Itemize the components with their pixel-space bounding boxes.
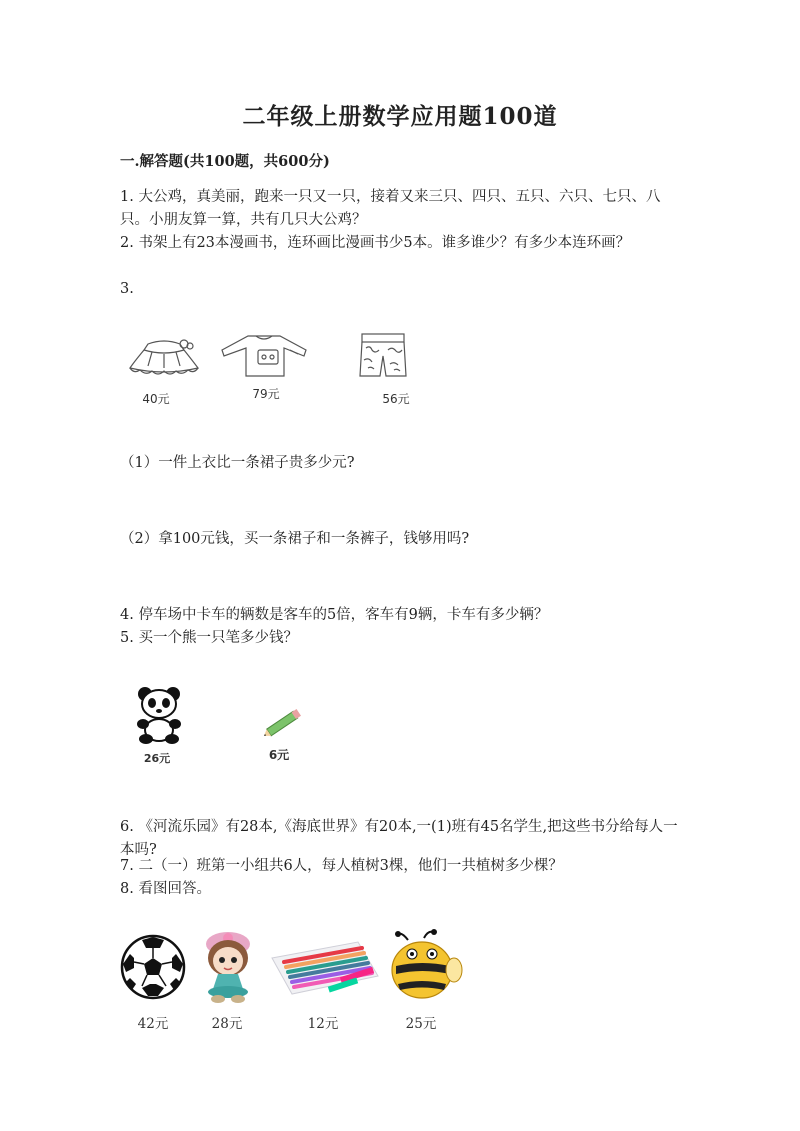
- shirt-price: 79元: [252, 387, 280, 401]
- soccer-ball-icon: [120, 934, 186, 1000]
- question-5: 5. 买一个熊一只笔多少钱？: [120, 630, 298, 646]
- question-1: 1. 大公鸡，真美丽，跑来一只又一只，接着又来三只、四只、五只、六只、七只、八只。小朋友算一算，共有几只大公鸡？: [120, 189, 661, 228]
- crayons-price: 12元: [307, 1016, 339, 1032]
- shorts-price: 56元: [382, 392, 410, 406]
- shorts-icon: [356, 330, 410, 380]
- question-4: 4. 停车场中卡车的辆数是客车的5倍，客车有9辆，卡车有多少辆？: [120, 607, 549, 623]
- shirt-icon: [218, 330, 310, 380]
- bee-backpack-icon: [384, 930, 464, 1002]
- page-title: 二年级上册数学应用题100道: [242, 103, 558, 130]
- question-8: 8. 看图回答。: [120, 881, 211, 897]
- pencil-icon: [260, 708, 306, 738]
- soccer-ball-price: 42元: [137, 1016, 169, 1032]
- pencil-price: 6元: [268, 748, 290, 762]
- question-6: 6. 《河流乐园》有28本,《海底世界》有20本,一(1)班有45名学生,把这些书分给每人一本吗?: [120, 819, 678, 858]
- question-3: 3.: [120, 281, 134, 297]
- bee-backpack-price: 25元: [405, 1016, 437, 1032]
- question-3-part-2: （2）拿100元钱，买一条裙子和一条裤子，钱够用吗?: [120, 531, 470, 547]
- question-3-part-1: （1）一件上衣比一条裙子贵多少元?: [120, 455, 355, 471]
- panda-icon: [136, 686, 182, 744]
- question-2: 2. 书架上有23本漫画书，连环画比漫画书少5本。谁多谁少？有多少本连环画？: [120, 235, 631, 251]
- doll-icon: [188, 930, 268, 1004]
- section-heading: 一.解答题(共100题，共600分): [120, 153, 330, 170]
- panda-price: 26元: [143, 752, 171, 765]
- doll-price: 28元: [211, 1016, 243, 1032]
- skirt-price: 40元: [142, 392, 170, 406]
- skirt-icon: [126, 336, 202, 378]
- crayons-icon: [268, 936, 380, 1000]
- question-7: 7. 二（一）班第一小组共6人，每人植树3棵，他们一共植树多少棵？: [120, 858, 563, 874]
